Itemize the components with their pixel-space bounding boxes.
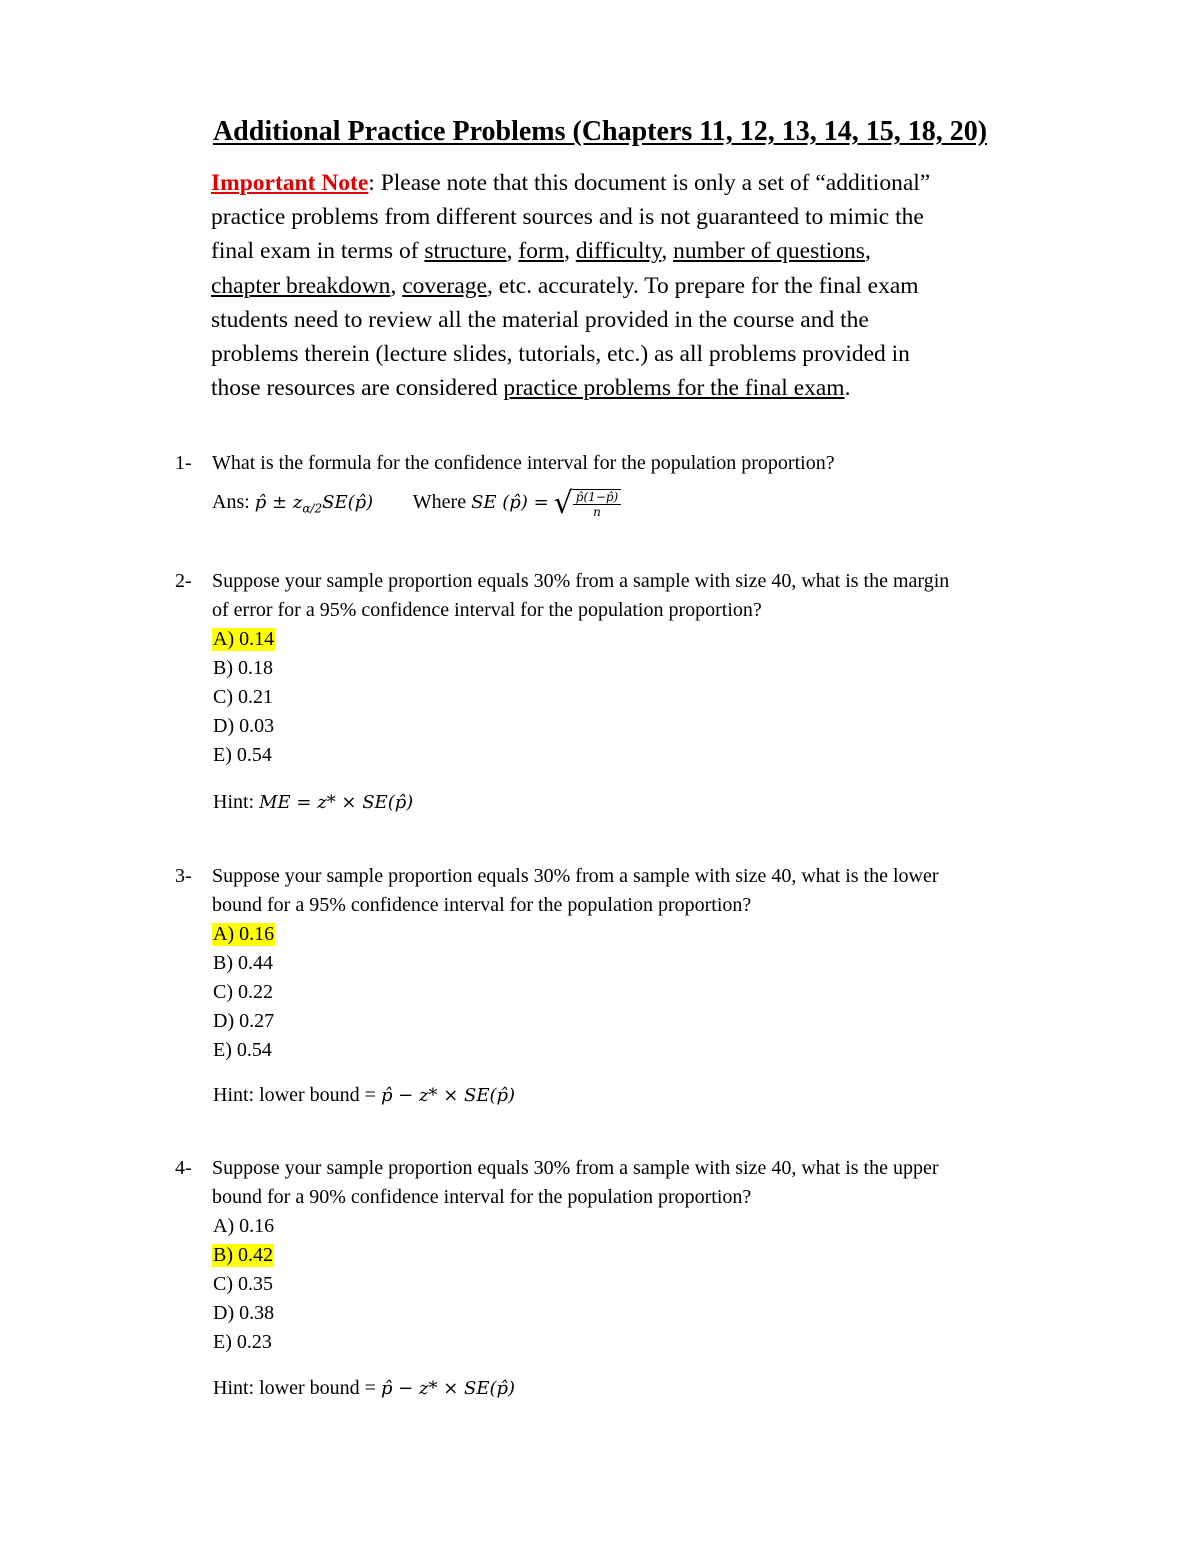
option-a-correct: A) 0.16 [213, 923, 275, 945]
important-note-label: Important Note [211, 170, 369, 196]
question-number: 4- [175, 1157, 192, 1179]
note-line-4: chapter breakdown, coverage, etc. accurately. To prepare for the final exam [211, 272, 919, 299]
note-line-2: practice problems from different sources and is not guaranteed to mimic the [211, 204, 924, 231]
question-number: 1- [175, 452, 192, 474]
note-line-1: Important Note: Please note that this document is only a set of “additional” [211, 170, 931, 196]
se-formula: SE (p̂) = [471, 492, 549, 514]
option-c: C) 0.22 [213, 981, 273, 1003]
page-title: Additional Practice Problems (Chapters 11, 12, 13, 14, 15, 18, 20) [212, 116, 988, 147]
option-d: D) 0.03 [213, 715, 275, 737]
note-line-3: final exam in terms of structure, form, difficulty, number of questions, [211, 238, 871, 265]
option-b-correct: B) 0.42 [213, 1244, 273, 1266]
option-b: B) 0.44 [213, 952, 273, 974]
answer-line: Ans: p̂ ± $z_{\alpha/2}SE(p̂)$ Where SE (p̂) = √ $\frac{p̂(1-p̂)}{n}$ [212, 486, 621, 521]
question-text: What is the formula for the confidence interval for the population proportion? [212, 452, 835, 474]
hint: Hint: lower bound = p̂ − z* × SE(p̂) [213, 1084, 516, 1106]
option-e: E) 0.54 [213, 744, 272, 766]
option-e: E) 0.23 [213, 1331, 272, 1353]
question-text-line-2: bound for a 90% confidence interval for the population proportion? [212, 1186, 752, 1208]
answer-formula: p̂ ± $z_{\alpha/2}SE(p̂)$ [254, 492, 374, 516]
option-a: A) 0.16 [213, 1215, 275, 1237]
option-e: E) 0.54 [213, 1039, 272, 1061]
important-note [211, 166, 1091, 405]
option-a-correct: A) 0.14 [213, 628, 275, 650]
hint: Hint: ME = z* × SE(p̂) [213, 791, 414, 813]
note-line-6: problems therein (lecture slides, tutorials, etc.) as all problems provided in [211, 341, 910, 368]
note-line-7: those resources are considered practice problems for the final exam. [211, 375, 851, 402]
option-b: B) 0.18 [213, 657, 273, 679]
option-d: D) 0.38 [213, 1302, 275, 1324]
question-text-line-2: bound for a 95% confidence interval for the population proportion? [212, 894, 752, 916]
option-c: C) 0.21 [213, 686, 273, 708]
option-c: C) 0.35 [213, 1273, 273, 1295]
question-text-line-1: Suppose your sample proportion equals 30% from a sample with size 40, what is the upper [212, 1157, 939, 1179]
option-d: D) 0.27 [213, 1010, 275, 1032]
question-text-line-1: Suppose your sample proportion equals 30% from a sample with size 40, what is the lower [212, 865, 939, 887]
question-number: 2- [175, 570, 192, 592]
square-root: √ $\frac{p̂(1-p̂)}{n}$ [554, 486, 622, 521]
question-text-line-2: of error for a 95% confidence interval for the population proportion? [212, 599, 762, 621]
question-text-line-1: Suppose your sample proportion equals 30% from a sample with size 40, what is the margin [212, 570, 950, 592]
note-line-5: students need to review all the material provided in the course and the [211, 306, 869, 333]
question-number: 3- [175, 865, 192, 887]
hint: Hint: lower bound = p̂ − z* × SE(p̂) [213, 1377, 516, 1399]
